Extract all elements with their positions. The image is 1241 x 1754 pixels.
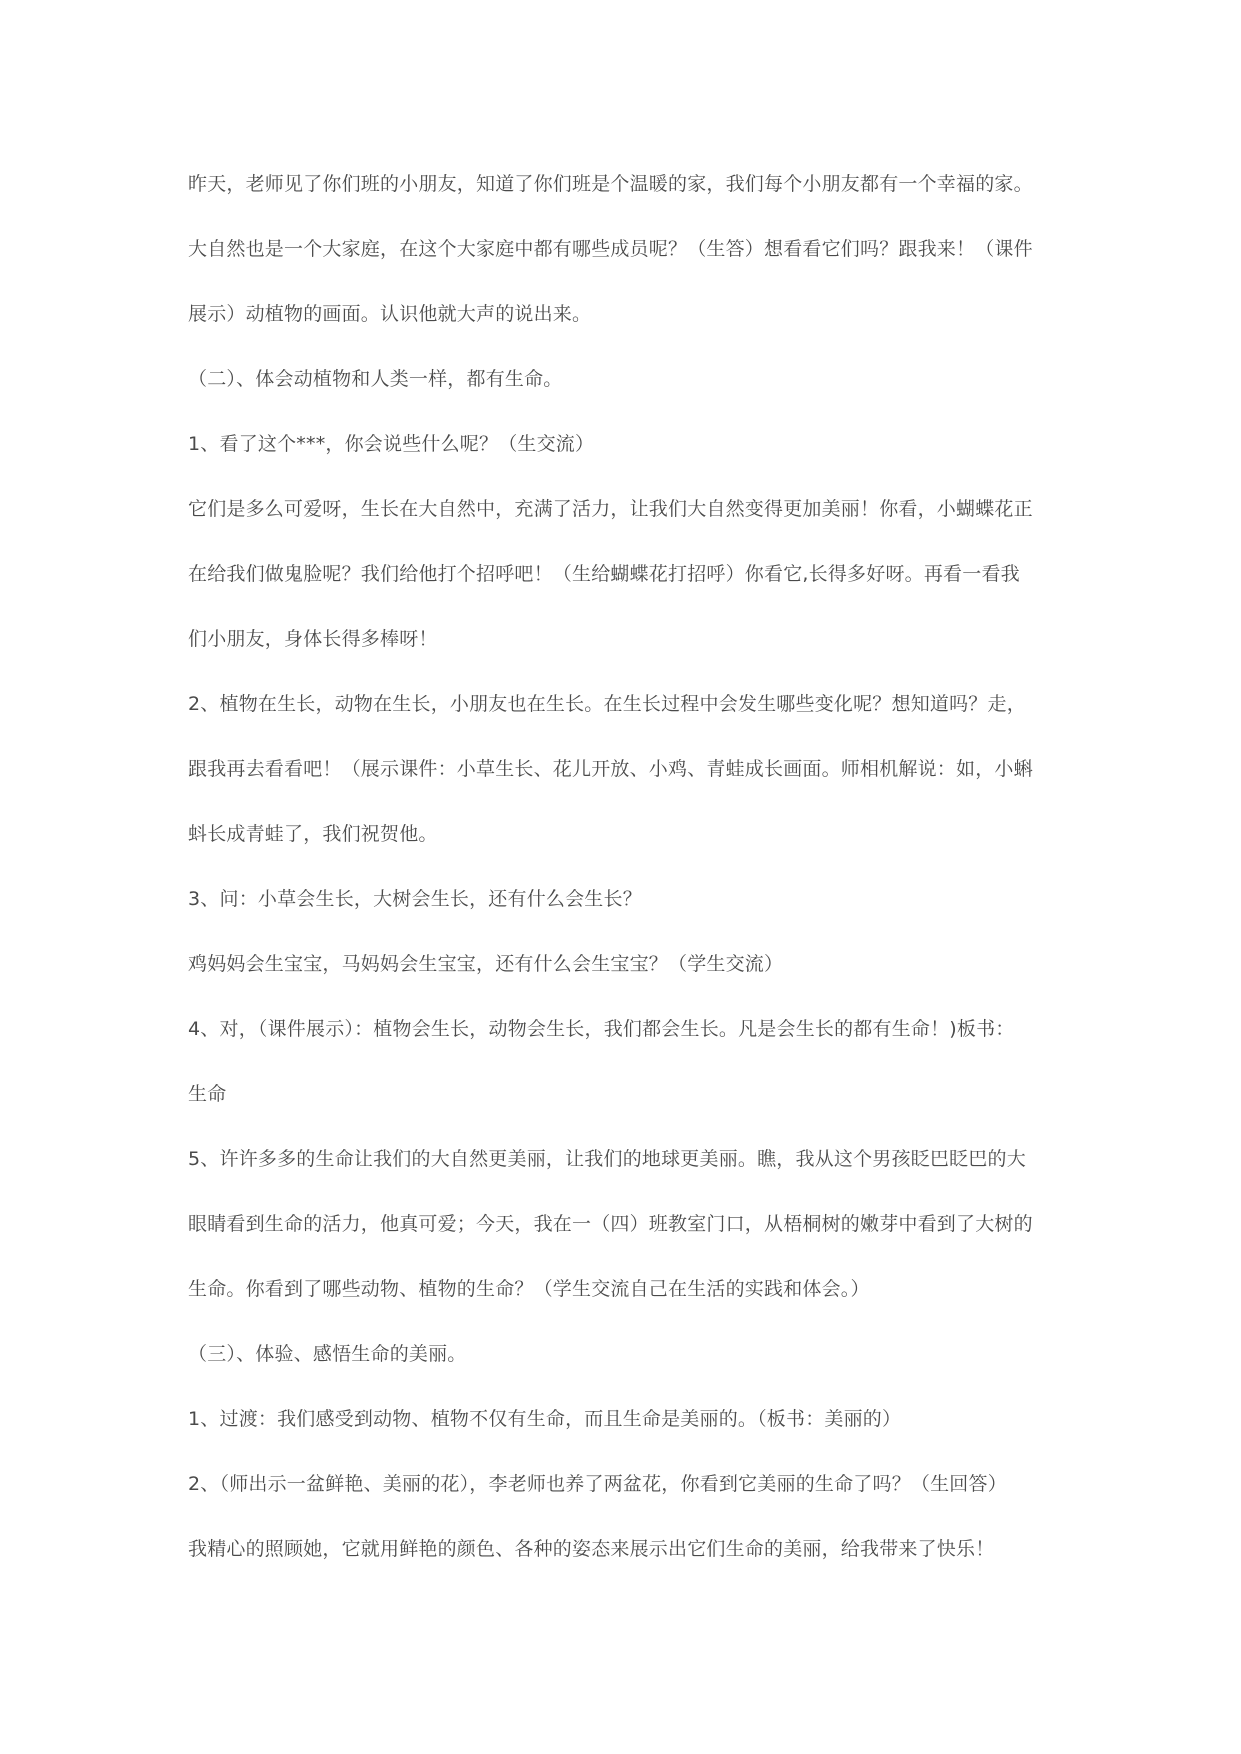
paragraph-line: 生命。你看到了哪些动物、植物的生命？（学生交流自己在生活的实践和体会。）: [188, 1278, 870, 1300]
paragraph-line: 蚪长成青蛙了，我们祝贺他。: [188, 823, 438, 845]
paragraph-line: 4、对，（课件展示）：植物会生长，动物会生长，我们都会生长。凡是会生长的都有生命！)板书：: [188, 1018, 1015, 1040]
document-body: [188, 166, 1068, 1596]
paragraph-line: 在给我们做鬼脸呢？我们给他打个招呼吧！（生给蝴蝶花打招呼）你看它,长得多好呀。再看一看我: [188, 563, 1020, 585]
paragraph-line: 2、植物在生长，动物在生长，小朋友也在生长。在生长过程中会发生哪些变化呢？想知道吗？走，: [188, 693, 1026, 715]
paragraph-line: 跟我再去看看吧！（展示课件：小草生长、花儿开放、小鸡、青蛙成长画面。师相机解说：如，小蝌: [188, 758, 1033, 780]
paragraph-line: 展示）动植物的画面。认识他就大声的说出来。: [188, 303, 592, 325]
paragraph-line: 1、过渡：我们感受到动物、植物不仅有生命，而且生命是美丽的。（板书：美丽的）: [188, 1408, 902, 1430]
paragraph-line: 我精心的照顾她，它就用鲜艳的颜色、各种的姿态来展示出它们生命的美丽，给我带来了快乐！: [188, 1538, 995, 1560]
section-heading: （二）、体会动植物和人类一样，都有生命。: [188, 368, 563, 390]
paragraph-line: 们小朋友，身体长得多棒呀！: [188, 628, 438, 650]
paragraph-line: 眼睛看到生命的活力，他真可爱；今天，我在一（四）班教室门口，从梧桐树的嫩芽中看到了大树的: [188, 1213, 1033, 1235]
paragraph-line: 它们是多么可爱呀，生长在大自然中，充满了活力，让我们大自然变得更加美丽！你看，小蝴蝶花正: [188, 498, 1033, 520]
paragraph-line: 生命: [188, 1083, 227, 1105]
paragraph-line: 鸡妈妈会生宝宝，马妈妈会生宝宝，还有什么会生宝宝？（学生交流）: [188, 953, 784, 975]
paragraph-line: 3、问：小草会生长，大树会生长，还有什么会生长？: [188, 888, 642, 910]
paragraph-line: 大自然也是一个大家庭，在这个大家庭中都有哪些成员呢？（生答）想看看它们吗？跟我来！（课件: [188, 238, 1033, 260]
paragraph-line: 5、许许多多的生命让我们的大自然更美丽，让我们的地球更美丽。瞧，我从这个男孩眨巴眨巴的大: [188, 1148, 1026, 1170]
paragraph-line: 2、（师出示一盆鲜艳、美丽的花），李老师也养了两盆花，你看到它美丽的生命了吗？（生回答）: [188, 1473, 1007, 1495]
section-heading: （三）、体验、感悟生命的美丽。: [188, 1343, 467, 1365]
paragraph-line: 昨天，老师见了你们班的小朋友，知道了你们班是个温暖的家，我们每个小朋友都有一个幸福的家。: [188, 173, 1033, 195]
paragraph-line: 1、看了这个***，你会说些什么呢？（生交流）: [188, 433, 595, 455]
